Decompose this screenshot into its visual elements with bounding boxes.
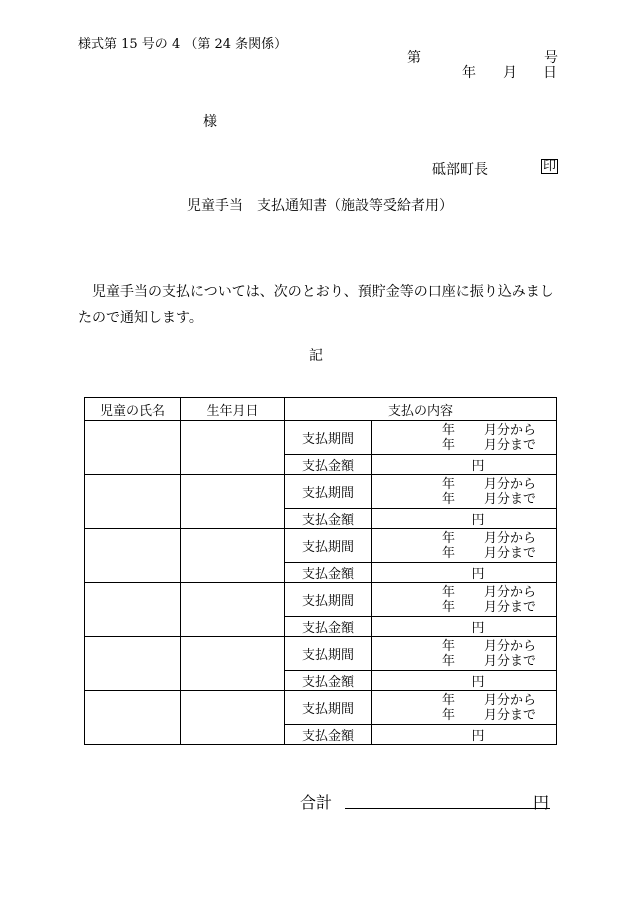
header-payment-content: 支払の内容 [285,398,557,421]
period-label: 支払期間 [285,475,372,509]
amount-label: 支払金額 [285,671,372,691]
period-from-text: 月分から [484,692,537,708]
period-to-year: 年 [442,437,456,453]
birthdate-cell[interactable] [181,529,285,583]
amount-value-cell[interactable]: 円 [372,617,557,637]
table-header-row [85,398,557,421]
period-label: 支払期間 [285,691,372,725]
header-birthdate: 生年月日 [181,398,285,421]
total-yen: 円 [533,793,550,812]
period-to-year: 年 [442,599,456,615]
period-to-text: 月分まで [484,545,537,561]
birthdate-cell[interactable] [181,421,285,475]
child-name-cell[interactable] [85,475,181,529]
amount-label: 支払金額 [285,725,372,745]
period-to-year: 年 [442,653,456,669]
period-to-year: 年 [442,707,456,723]
period-to-text: 月分まで [484,653,537,669]
period-to-text: 月分まで [484,491,537,507]
header-child-name: 児童の氏名 [85,398,181,421]
date-year-label: 年 [462,65,476,81]
amount-label: 支払金額 [285,617,372,637]
period-value-cell[interactable] [372,637,557,671]
period-label: 支払期間 [285,583,372,617]
period-from-text: 月分から [484,422,537,438]
birthdate-cell[interactable] [181,475,285,529]
body-text: 児童手当の支払については、次のとおり、預貯金等の口座に振り込みましたので通知します。 [78,284,554,326]
document-title: 児童手当 支払通知書（施設等受給者用） [187,198,453,214]
table-row [85,529,557,563]
period-value-cell[interactable] [372,691,557,725]
amount-label: 支払金額 [285,509,372,529]
period-value-cell[interactable] [372,475,557,509]
ki-heading: 記 [309,348,323,364]
child-name-cell[interactable] [85,421,181,475]
table-row [85,691,557,725]
period-from-year: 年 [442,692,456,708]
child-name-cell[interactable] [85,691,181,745]
child-name-cell[interactable] [85,529,181,583]
period-value-cell[interactable] [372,421,557,455]
seal-icon: 印 [543,159,557,174]
form-number: 様式第 15 号の 4 （第 24 条関係） [78,37,288,52]
period-from-year: 年 [442,476,456,492]
date-day-label: 日 [543,65,557,81]
addressee-suffix: 様 [203,114,217,130]
period-from-text: 月分から [484,638,537,654]
period-from-text: 月分から [484,476,537,492]
total-value-line[interactable] [345,808,550,809]
period-to-year: 年 [442,545,456,561]
period-label: 支払期間 [285,637,372,671]
amount-value-cell[interactable]: 円 [372,725,557,745]
period-from-text: 月分から [484,530,537,546]
seal-mark [541,159,558,174]
number-suffix: 号 [544,50,558,66]
period-to-text: 月分まで [484,599,537,615]
period-from-year: 年 [442,584,456,600]
period-from-year: 年 [442,530,456,546]
period-from-year: 年 [442,422,456,438]
birthdate-cell[interactable] [181,691,285,745]
payment-table [84,397,557,745]
amount-value-cell[interactable]: 円 [372,671,557,691]
period-from-text: 月分から [484,584,537,600]
date-month-label: 月 [503,65,517,81]
period-to-text: 月分まで [484,707,537,723]
birthdate-cell[interactable] [181,637,285,691]
amount-value-cell[interactable]: 円 [372,509,557,529]
amount-label: 支払金額 [285,455,372,475]
period-label: 支払期間 [285,421,372,455]
period-label: 支払期間 [285,529,372,563]
period-value-cell[interactable] [372,529,557,563]
table-row [85,475,557,509]
amount-value-cell[interactable]: 円 [372,455,557,475]
table-row [85,637,557,671]
total-label: 合計 [300,793,333,812]
birthdate-cell[interactable] [181,583,285,637]
table-row [85,421,557,455]
table-row [85,583,557,617]
period-value-cell[interactable] [372,583,557,617]
amount-value-cell[interactable]: 円 [372,563,557,583]
period-from-year: 年 [442,638,456,654]
issuer-name: 砥部町長 [432,162,488,178]
period-to-text: 月分まで [484,437,537,453]
number-prefix: 第 [407,50,421,66]
amount-label: 支払金額 [285,563,372,583]
child-name-cell[interactable] [85,637,181,691]
period-to-year: 年 [442,491,456,507]
child-name-cell[interactable] [85,583,181,637]
